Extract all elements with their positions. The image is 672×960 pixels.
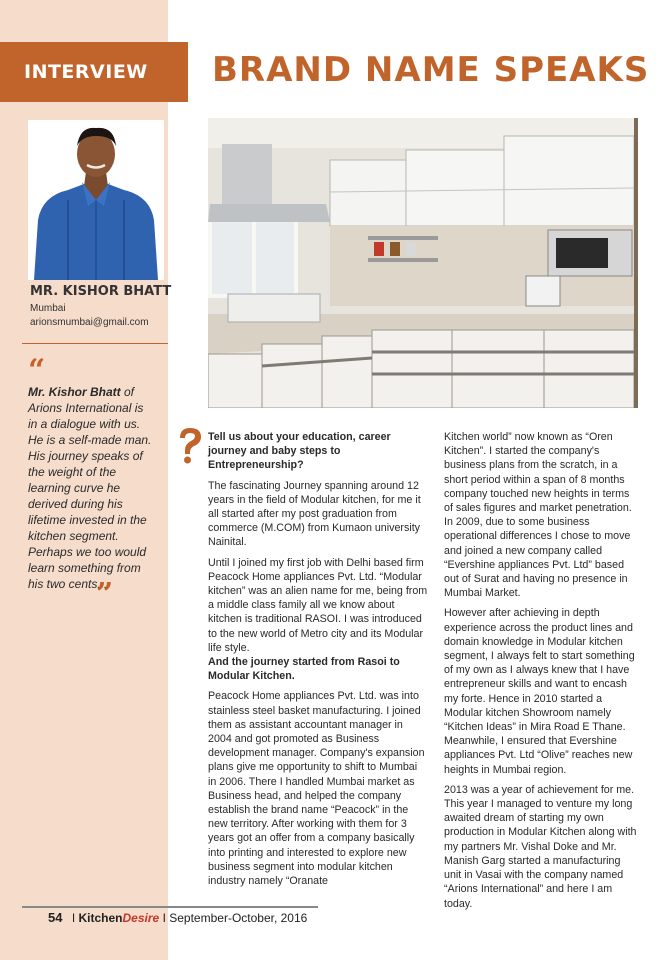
question-mark-icon [176,426,204,466]
brand-kitchen: Kitchen [78,911,123,925]
article-paragraph: The fascinating Journey spanning around 12 years in the field of Modular kitchen, for me it all started after my post graduation from commerce (M.COM) from Kumaon university Nainital. [208,479,421,549]
pull-quote-text: of Arions International is in a dialogue with us. He is a self-made man. His journey speaks of the weight of the learning curve he derived during his lifetime invested in the kitchen segment. Perhaps we too would learn something from his two cents... [28,385,152,591]
quote-close-icon: ” [96,577,114,612]
quote-divider [22,343,168,344]
issue-date: September-October, 2016 [169,911,308,925]
article-paragraph: Kitchen world” now known as “Oren Kitchen”. I started the company's business plans from the scratch, in a short period within a span of 8 months company touched new heights in terms of sales figures and market penetration. In 2009, due to some business operational differences I chose to move and joined a new company called “Evershine appliances Pvt. Ltd” based out of Surat and having no presence in Mumbai Market. [444,431,632,600]
section-tag [0,42,188,102]
quote-open-icon: “ [28,353,46,388]
brand-desire: Desire [122,911,160,925]
article-paragraph: 2013 was a year of achievement for me. This year I managed to venture my long awaited dream of starting my own production in Modular Kitchen along with my partners Mr. Vishal Doke and Mr. Manish Garg started a manufacturing unit in Vasai with the company named “Arions International” and here I am today. [444,783,637,910]
article-paragraph: Peacock Home appliances Pvt. Ltd. was into stainless steel basket manufacturing. I joined them as assistant accountant manager in 2004 and got promoted as Business development manager. Company's expansion plans give me opportunity to shift to Mumbai in 2006. There I handled Mumbai market as Business head, and helped the company establish the brand name “Peacock” in the new territory. After working with them for 3 years got an offer from a company basically into printing and interested to explore new business segment into modular kitchen industry namely “Oranate [208,690,425,888]
footer-separator: I [71,911,76,925]
profile-city: Mumbai [30,303,66,314]
article-column-2 [444,430,640,917]
page-title: BRAND NAME SPEAKS [212,50,650,90]
portrait-photo [28,120,164,280]
article-paragraph: However after achieving in depth experience across the product lines and domain knowledge in Modular kitchen segment, I always felt to start something of my own as I always knew that I have entrepreneur skills and want to encash my forte. Hence in 2010 started a Modular kitchen Showroom namely “Kitchen Ideas” in Mira Road E Thane. Meanwhile, I ensured that Evershine appliances Pvt. Ltd “Olive” reaches new heights in Mumbai region. [444,607,635,776]
profile-name: MR. KISHOR BHATT [30,284,172,299]
interview-question: Tell us about your education, career journey and baby steps to Entrepreneurship? [208,431,391,472]
footer-rule [22,906,318,908]
article-paragraph: Until I joined my first job with Delhi based firm Peacock Home appliances Pvt. Ltd. “Modular kitchen” was an alien name for me, being from a middle class family all we know about kitchen is traditional RASOI. I was introduced to the new world of Metro city and its Modular life style. [208,556,428,654]
page-footer [48,910,307,925]
section-label: INTERVIEW [24,61,148,83]
profile-email: arionsmumbai@gmail.com [30,317,149,328]
footer-separator: I [162,911,166,925]
kitchen-photo [208,118,638,408]
article-column-1 [208,430,428,894]
pull-quote-lead: Mr. Kishor Bhatt [28,385,121,399]
pull-quote [28,384,154,592]
page-number: 54 [48,910,63,925]
article-subhead: And the journey started from Rasoi to Modular Kitchen. [208,656,400,683]
